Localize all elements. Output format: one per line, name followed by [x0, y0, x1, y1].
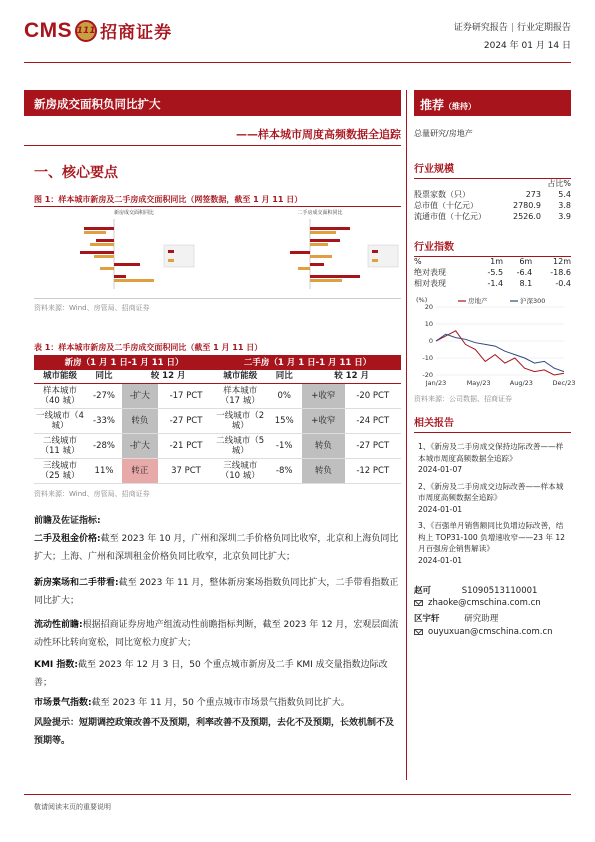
yoy-cell: -28% [86, 433, 122, 458]
analyst-role: 研究助理 [464, 614, 499, 624]
scale-pct: 3.9 [558, 212, 571, 221]
legend-label: 沪深300 [520, 297, 546, 305]
city-cell: 样本城市（17 城） [214, 383, 266, 408]
x-tick-label: Jan/23 [425, 379, 447, 387]
paragraph-text: 截至 2023 年 11 月，整体新房案场指数负同比扩大，二手带看指数正同比扩大； [34, 578, 399, 606]
logo-text-cn: 招商证券 [100, 23, 173, 43]
rating-label: 推荐 [420, 98, 445, 112]
second-home-chart-title: 二手房成交面积同比 [297, 210, 343, 216]
x-tick-label: Dec/23 [552, 379, 576, 387]
col-city-2: 城市能级 [214, 370, 266, 383]
paragraph-resale-rent [34, 530, 401, 566]
y-tick-label: 10 [424, 320, 433, 328]
column-divider [406, 90, 407, 780]
change-cell: -27 PCT [345, 433, 401, 458]
report-title: 新房成交面积负同比扩大 [24, 90, 401, 116]
section-heading: 一、核心要点 [34, 165, 118, 181]
group-second-home: 二手房（1 月 1 日-1 月 11 日） [214, 355, 401, 370]
index-label: 相对表现 [414, 279, 446, 288]
paragraph-market-sentiment [34, 694, 401, 712]
report-subtitle: ——样本城市周度高频数据全追踪 [236, 128, 401, 141]
scale-label: 股票家数（只） [414, 190, 470, 199]
yoy-cell: -8% [266, 458, 302, 483]
city-cell: 样本城市（40 城） [34, 383, 86, 408]
industry-scale-heading: 行业规模 [414, 160, 571, 179]
table-row [34, 433, 401, 458]
industry-performance-chart [414, 293, 576, 391]
series-line-1 [436, 334, 564, 371]
industry-scale-table [414, 178, 571, 222]
industry-index-heading: 行业指数 [414, 238, 571, 257]
related-report-date: 2024-01-01 [418, 555, 463, 565]
city-cell: 三线城市（25 城） [34, 458, 86, 483]
table-row [414, 200, 571, 211]
paragraph-text: 截至 2023 年 11 月，50 个重点城市市场景气指数负同比扩大。 [91, 698, 350, 708]
related-report-item[interactable] [418, 520, 570, 566]
scale-value: 273 [525, 190, 541, 199]
paragraph-text: 根据招商证券房地产组流动性前瞻指标判断，截至 2023 年 12 月，宏观层面流动性环比转向宽松，同比宽松力度扩大； [34, 620, 399, 648]
trend-cell: -扩大 [122, 433, 158, 458]
index-value: -0.4 [555, 279, 571, 288]
analyst-name: 区宇轩 [414, 614, 440, 624]
index-value: -5.5 [487, 268, 504, 277]
table-column-header [34, 370, 401, 383]
related-report-title[interactable]: 1、《新房及二手房成交保持边际改善——样本城市周度高频数据全追踪》 [418, 442, 564, 463]
analyst-id: S1090513110001 [461, 586, 538, 596]
report-category: 行业定期报告 [516, 23, 571, 33]
city-comparison-table [34, 355, 401, 484]
subtitle-divider [24, 145, 401, 146]
industry-index-table [414, 256, 571, 289]
mail-icon [414, 629, 423, 635]
scale-label: 总市值（十亿元） [414, 201, 478, 210]
scale-pct: 3.8 [558, 201, 571, 210]
scale-value: 2780.9 [513, 201, 541, 210]
table-row [414, 267, 571, 278]
city-cell: 一线城市（2 城） [214, 408, 266, 433]
yoy-cell: 11% [86, 458, 122, 483]
table-row [34, 383, 401, 408]
index-value: -6.4 [516, 268, 533, 277]
trend-cell: 转正 [122, 458, 158, 483]
index-header-cell: 6m [519, 257, 533, 266]
related-report-item[interactable] [418, 481, 570, 516]
cms-logo [24, 18, 172, 43]
city-cell: 三线城市（10 城） [214, 458, 266, 483]
col-city: 城市能级 [34, 370, 86, 383]
change-cell: -27 PCT [158, 408, 214, 433]
y-tick-label: -20 [422, 371, 433, 379]
leading-indicators-title: 前瞻及佐证指标: [34, 516, 101, 526]
change-cell: -12 PCT [345, 458, 401, 483]
index-value: -18.6 [550, 268, 571, 277]
analyst-2 [414, 612, 498, 624]
related-report-title[interactable]: 3、《百强单月销售额同比负增边际改善，结构上 TOP31-100 负增速收窄——23 年 12 月百强房企销售解读》 [418, 521, 566, 553]
new-home-yoy-chart [44, 205, 224, 297]
related-report-date: 2024-01-07 [418, 465, 463, 474]
city-cell: 二线城市（5 城） [214, 433, 266, 458]
second-home-yoy-chart [230, 205, 410, 297]
related-report-title[interactable]: 2、《新房及二手房成交边际改善——样本城市周度高频数据全追踪》 [418, 481, 564, 502]
yoy-cell: -33% [86, 408, 122, 433]
index-header-cell: % [414, 257, 422, 266]
paragraph-label: 流动性前瞻: [34, 620, 83, 630]
report-meta: 证券研究报告 | 行业定期报告 2024 年 01 月 14 日 [453, 23, 571, 51]
table1-caption: 表 1：样本城市新房及二手房成交面积同比（截至 1 月 11 日） [34, 343, 263, 352]
x-tick-label: May/23 [466, 379, 491, 387]
scale-value: 2526.0 [513, 212, 541, 221]
related-report-date: 2024-01-01 [418, 504, 463, 514]
figure1-caption: 图 1：样本城市新房及二手房成交面积同比（网签数据，截至 1 月 11 日） [34, 195, 303, 204]
analyst-1 [414, 584, 537, 596]
change-cell: -21 PCT [158, 433, 214, 458]
new-home-chart-bars [44, 205, 224, 297]
analyst-1-email-row [414, 598, 541, 608]
paragraph-sales-visits [34, 574, 401, 610]
city-cell: 二线城市（11 城） [34, 433, 86, 458]
yoy-cell: 15% [266, 408, 302, 433]
x-tick-label: Aug/23 [509, 379, 533, 387]
paragraph-text: 截至 2023 年 12 月 3 日，50 个重点城市新房及二手 KMI 成交量指数边际改善； [34, 660, 388, 688]
mail-icon [414, 600, 423, 606]
scale-pct-header: 占比% [547, 179, 571, 188]
index-label: 绝对表现 [414, 268, 446, 277]
report-date: 2024 年 01 月 14 日 [483, 41, 571, 51]
group-new-home: 新房（1 月 1 日-1 月 11 日） [34, 355, 214, 370]
index-header-cell: 12m [553, 257, 571, 266]
analyst-email[interactable]: ouyuxuan@cmschina.com.cn [428, 627, 553, 637]
rating-badge [414, 90, 571, 116]
y-tick-label: -10 [422, 354, 433, 362]
second-home-chart-bars [230, 205, 410, 297]
new-home-chart-title: 新房成交面积同比 [113, 210, 154, 216]
y-tick-label: 0 [428, 337, 433, 345]
y-unit-label: (%) [416, 296, 428, 304]
risk-warning: 风险提示：短期调控政策改善不及预期，利率改善不及预期，去化不及预期，长效机制不及预期等。 [34, 718, 395, 746]
change-cell: -17 PCT [158, 383, 214, 408]
footer-note: 敬请阅读末页的重要说明 [34, 803, 111, 811]
perf-chart-source: 资料来源：公司数据、招商证券 [414, 395, 512, 403]
legend-label: 房地产 [468, 297, 488, 305]
analyst-name: 赵可 [414, 586, 432, 596]
index-header-cell: 1m [490, 257, 504, 266]
paragraph-kmi [34, 656, 401, 692]
index-value: -1.4 [487, 279, 504, 288]
analyst-2-email-row [414, 627, 553, 637]
y-tick-label: 20 [424, 303, 433, 311]
index-value: 8.1 [519, 279, 533, 288]
paragraph-label: 新房案场和二手带看: [34, 578, 119, 588]
table1-source: 资料来源：Wind、房管局、招商证券 [34, 490, 150, 498]
col-vs-dec: 较 12 月 [122, 370, 214, 383]
figure1-bottom-line [34, 298, 401, 299]
yoy-cell: 0% [266, 383, 302, 408]
trend-cell: 转负 [302, 458, 344, 483]
yoy-cell: -1% [266, 433, 302, 458]
rating-note: （维持） [444, 102, 477, 111]
trend-cell: 转负 [122, 408, 158, 433]
logo-badge-icon: 111 [75, 20, 97, 42]
footer-divider [24, 794, 571, 795]
table-row [34, 408, 401, 433]
header-divider [24, 62, 571, 63]
city-cell: 一线城市（4 城） [34, 408, 86, 433]
paragraph-text: 截至 2023 年 10 月，广州和深圳二手价格负同比收窄，北京和上海负同比扩大；上海、广州和深圳租金价格负同比收窄，北京负同比扩大； [34, 534, 399, 562]
logo-text-en: CMS [24, 18, 73, 42]
col-vs-dec-2: 较 12 月 [302, 370, 401, 383]
table-row [414, 189, 571, 200]
change-cell: -20 PCT [345, 383, 401, 408]
scale-label: 流通市值（十亿元） [414, 212, 486, 221]
related-report-item[interactable] [418, 441, 570, 476]
trend-cell: -扩大 [122, 383, 158, 408]
trend-cell: +收窄 [302, 408, 344, 433]
figure1-source: 资料来源：Wind、房管局、招商证券 [34, 304, 150, 312]
table-row [414, 278, 571, 289]
change-cell: -24 PCT [345, 408, 401, 433]
trend-cell: +收窄 [302, 383, 344, 408]
related-reports-list [418, 441, 570, 571]
scale-pct: 5.4 [558, 190, 571, 199]
industry-label: 总量研究/房地产 [414, 129, 473, 138]
table-row [34, 458, 401, 483]
paragraph-label: 二手及租金价格: [34, 534, 101, 544]
trend-cell: 转负 [302, 433, 344, 458]
related-reports-heading: 相关报告 [414, 414, 571, 433]
col-yoy-2: 同比 [266, 370, 302, 383]
paragraph-label: 市场景气指数: [34, 698, 92, 708]
analyst-email[interactable]: zhaoke@cmschina.com.cn [428, 598, 541, 608]
paragraph-liquidity [34, 616, 401, 652]
change-cell: 37 PCT [158, 458, 214, 483]
figure1-area [34, 205, 401, 297]
table-group-header [34, 355, 401, 370]
paragraph-label: KMI 指数: [34, 660, 79, 670]
report-type: 证券研究报告 [453, 23, 508, 33]
yoy-cell: -27% [86, 383, 122, 408]
col-yoy: 同比 [86, 370, 122, 383]
table-row [414, 211, 571, 222]
table-header-row [414, 256, 571, 267]
